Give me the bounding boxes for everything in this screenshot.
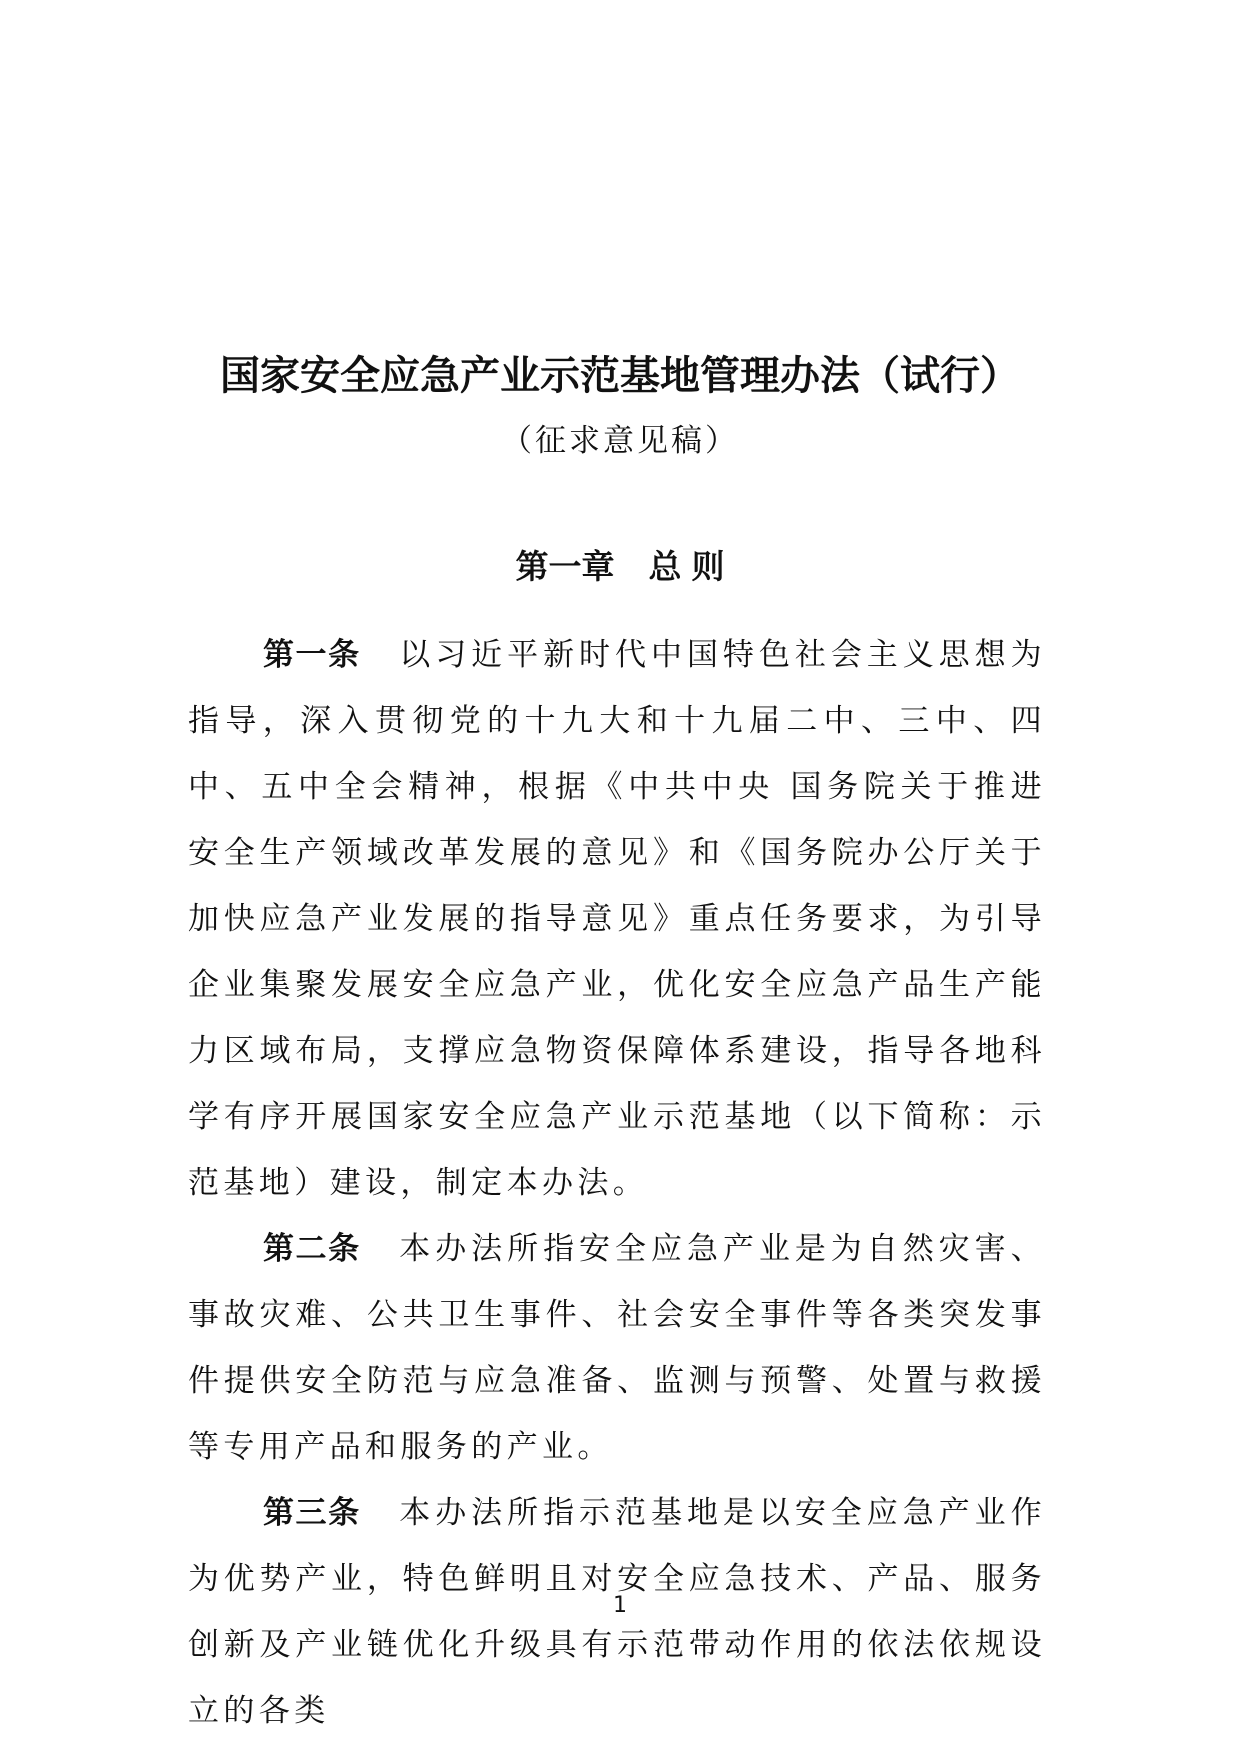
chapter-name-part1: 总 — [648, 547, 682, 586]
article-1-heading: 第一条 — [263, 637, 361, 673]
chapter-heading — [0, 543, 1240, 591]
article-1 — [188, 622, 1046, 1216]
document-body — [188, 622, 1046, 1744]
chapter-name-part2: 则 — [691, 547, 725, 586]
page-number: 1 — [613, 1593, 627, 1618]
document-subtitle: （征求意见稿） — [501, 423, 739, 459]
article-3-text: 本办法所指示范基地是以安全应急产业作为优势产业，特色鲜明且对安全应急技术、产品、服务创新及产业链优化升级具有示范带动作用的依法依规设立的各类 — [188, 1495, 1046, 1729]
article-2-text: 本办法所指安全应急产业是为自然灾害、事故灾难、公共卫生事件、社会安全事件等各类突发事件提供安全防范与应急准备、监测与预警、处置与救援等专用产品和服务的产业。 — [188, 1231, 1046, 1465]
chapter-number: 第一章 — [515, 547, 615, 586]
article-2-heading: 第二条 — [263, 1231, 361, 1267]
article-3-heading: 第三条 — [263, 1495, 361, 1531]
document-title: 国家安全应急产业示范基地管理办法（试行） — [220, 352, 1020, 399]
article-1-text: 以习近平新时代中国特色社会主义思想为指导，深入贯彻党的十九大和十九届二中、三中、四中、五中全会精神，根据《中共中央 国务院关于推进安全生产领域改革发展的意见》和《国务院办公厅关于加快应急产业发展的指导意见》重点任务要求，为引导企业集聚发展安全应急产业，优化安全应急产品生产能力区域布局，支撑应急物资保障体系建设，指导各地科学有序开展国家安全应急产业示范基地（以下简称：示范基地）建设，制定本办法。 — [188, 637, 1046, 1201]
article-2 — [188, 1216, 1046, 1480]
